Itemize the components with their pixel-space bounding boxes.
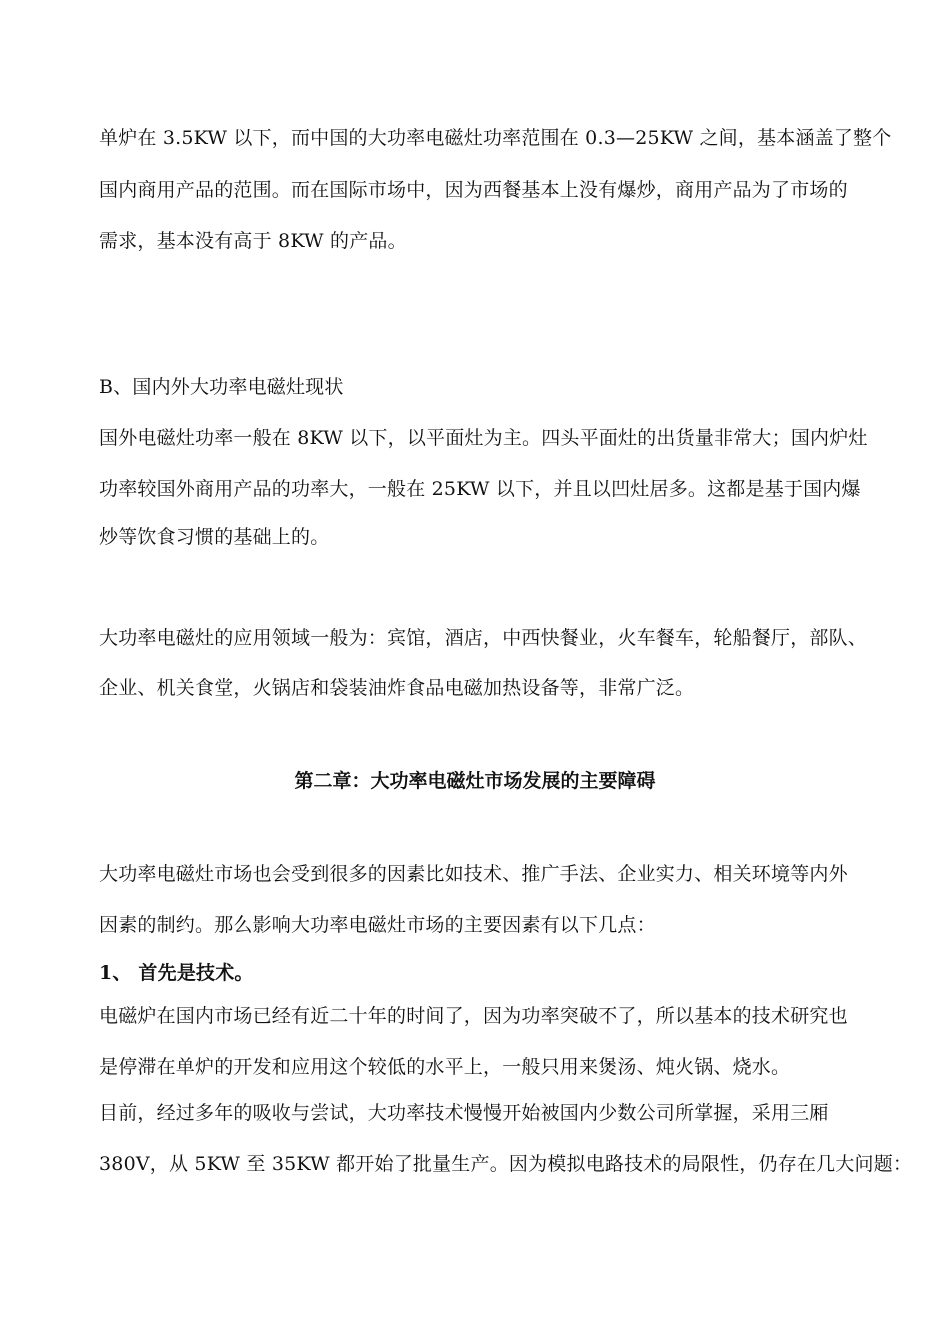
paragraph-line: 电磁炉在国内市场已经有近二十年的时间了，因为功率突破不了，所以基本的技术研究也 [99,1005,848,1027]
paragraph-line: 是停滞在单炉的开发和应用这个较低的水平上，一般只用来煲汤、炖火锅、烧水。 [99,1056,791,1078]
paragraph-line: 需求，基本没有高于 8KW 的产品。 [99,230,407,252]
paragraph-line: 国内商用产品的范围。而在国际市场中，因为西餐基本上没有爆炒，商用产品为了市场的 [99,179,848,201]
paragraph-line: 企业、机关食堂，火锅店和袋装油炸食品电磁加热设备等，非常广泛。 [99,677,695,699]
list-item-title: 1、 首先是技术。 [99,962,254,984]
paragraph-line: 国外电磁灶功率一般在 8KW 以下，以平面灶为主。四头平面灶的出货量非常大；国内炉灶 [99,427,868,449]
section-b-title: B、国内外大功率电磁灶现状 [99,376,344,398]
paragraph-line: 目前，经过多年的吸收与尝试，大功率技术慢慢开始被国内少数公司所掌握，采用三厢 [99,1102,829,1124]
paragraph-line: 炒等饮食习惯的基础上的。 [99,526,330,548]
paragraph-line: 功率较国外商用产品的功率大，一般在 25KW 以下，并且以凹灶居多。这都是基于国内爆 [99,478,861,500]
paragraph-line: 大功率电磁灶的应用领域一般为：宾馆，酒店，中西快餐业，火车餐车，轮船餐厅，部队、 [99,627,868,649]
paragraph-line: 380V，从 5KW 至 35KW 都开始了批量生产。因为模拟电路技术的局限性，仍存在几大问题： [99,1153,913,1175]
chapter-title: 第二章：大功率电磁灶市场发展的主要障碍 [294,770,656,792]
paragraph-line: 因素的制约。那么影响大功率电磁灶市场的主要因素有以下几点： [99,914,656,936]
paragraph-line: 单炉在 3.5KW 以下，而中国的大功率电磁灶功率范围在 0.3—25KW 之间，基本涵盖了整个 [99,127,892,149]
paragraph-line: 大功率电磁灶市场也会受到很多的因素比如技术、推广手法、企业实力、相关环境等内外 [99,863,848,885]
